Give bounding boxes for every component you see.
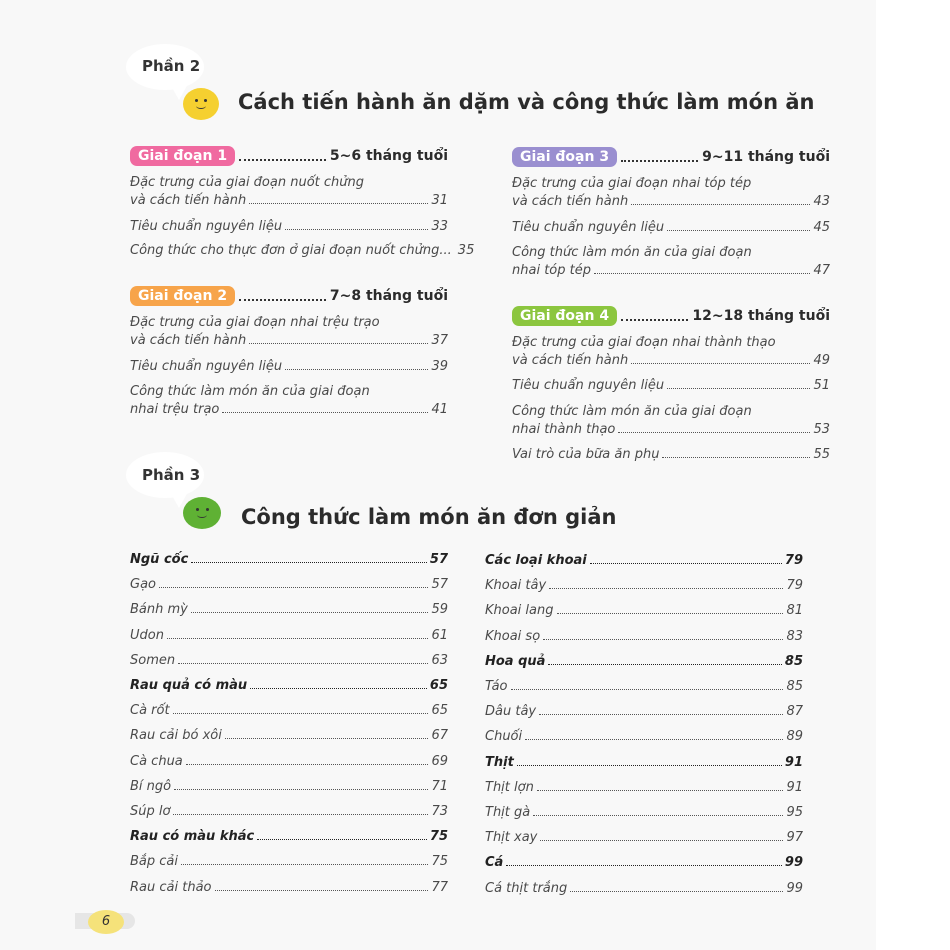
dot-leader [173, 713, 429, 714]
recipe-label: Bắp cải [130, 854, 178, 870]
toc-entry[interactable] [130, 384, 448, 417]
toc-entry-line: nhai trệu trạo [130, 402, 220, 417]
recipe-item[interactable] [485, 830, 803, 845]
recipe-label: Bánh mỳ [130, 602, 188, 618]
dot-leader [525, 739, 783, 740]
toc-entry-line: Đặc trưng của giai đoạn nhai thành thạo [512, 335, 776, 350]
stage-leader [239, 299, 326, 301]
dot-leader [506, 865, 782, 866]
recipe-item[interactable] [485, 629, 803, 644]
recipe-label: Thịt xay [485, 830, 538, 846]
recipe-category[interactable] [485, 855, 803, 870]
recipe-item[interactable] [485, 704, 803, 719]
toc-entry[interactable] [512, 245, 830, 278]
toc-entry-label: Tiêu chuẩn nguyên liệu [130, 359, 283, 374]
dot-leader [570, 891, 783, 892]
toc-entry[interactable] [130, 219, 448, 234]
dot-leader [548, 664, 781, 665]
toc-entry[interactable] [512, 335, 830, 368]
stage-badge: Giai đoạn 3 [512, 147, 617, 167]
recipe-item[interactable] [485, 805, 803, 820]
toc-entry-line: Đặc trưng của giai đoạn nuốt chửng [130, 175, 365, 190]
toc-page-number: 35 [457, 243, 475, 258]
dot-leader [631, 204, 810, 205]
recipe-page-number: 99 [786, 880, 803, 896]
recipe-category[interactable] [130, 552, 448, 567]
recipe-page-number: 57 [431, 577, 448, 593]
toc-entry[interactable] [130, 315, 448, 348]
stage-badge: Giai đoạn 2 [130, 286, 235, 306]
toc-page-number: 37 [431, 333, 448, 348]
toc-page-number: 33 [431, 219, 448, 234]
toc-entry[interactable] [512, 404, 830, 437]
recipe-page-number: 63 [431, 652, 448, 668]
toc-page-number: 49 [813, 353, 830, 368]
recipe-page-number: 65 [431, 703, 448, 719]
toc-entry-line: nhai thành thạo [512, 422, 616, 437]
recipe-page-number: 59 [431, 602, 448, 618]
recipe-page-number: 65 [429, 678, 448, 693]
recipe-label: Cá thịt trắng [485, 880, 568, 896]
recipe-label: Thịt gà [485, 805, 531, 820]
dot-leader [539, 714, 783, 715]
recipe-item[interactable] [130, 628, 448, 643]
dot-leader [549, 588, 783, 589]
recipe-label: Cà chua [130, 753, 183, 769]
stage-2-header [130, 286, 448, 306]
toc-entry-line: và cách tiến hành [512, 194, 629, 209]
recipe-label: Gạo [130, 577, 156, 593]
recipe-item[interactable] [130, 577, 448, 592]
recipe-label: Bí ngô [130, 778, 172, 794]
recipe-page-number: 75 [431, 854, 448, 870]
green-face-icon [183, 497, 221, 529]
dot-leader [662, 457, 810, 458]
dot-leader [540, 840, 783, 841]
recipe-category[interactable] [485, 553, 803, 568]
toc-page-number: 55 [813, 447, 830, 462]
recipe-item[interactable] [485, 729, 803, 744]
recipe-item[interactable] [485, 578, 803, 593]
toc-entry-label: Tiêu chuẩn nguyên liệu [130, 219, 283, 234]
recipe-item[interactable] [130, 880, 448, 895]
stage-leader [621, 319, 688, 321]
dot-leader [517, 765, 782, 766]
dot-leader [174, 789, 428, 790]
toc-entry-line: nhai tóp tép [512, 263, 591, 278]
recipe-page-number: 95 [786, 805, 803, 820]
part3-title: Công thức làm món ăn đơn giản [241, 505, 617, 529]
recipe-item[interactable] [130, 804, 448, 819]
recipe-label: Rau có màu khác [130, 829, 255, 845]
toc-page-number: 43 [813, 194, 830, 209]
dot-leader [594, 273, 810, 274]
toc-entry-line: và cách tiến hành [512, 353, 629, 368]
recipe-page-number: 73 [431, 804, 448, 819]
toc-page-number: 31 [431, 193, 448, 208]
toc-entry-line: Công thức làm món ăn của giai đoạn [130, 384, 370, 399]
stage-age: 5~6 tháng tuổi [329, 148, 448, 164]
dot-leader [557, 613, 784, 614]
recipe-page-number: 81 [786, 603, 803, 619]
recipe-item[interactable] [130, 602, 448, 617]
toc-entry[interactable] [130, 359, 448, 374]
recipe-category[interactable] [485, 755, 803, 770]
recipe-page-number: 97 [786, 830, 803, 846]
recipe-item[interactable] [130, 703, 448, 718]
toc-page-number: 51 [813, 378, 830, 393]
recipe-page-number: 79 [784, 553, 803, 568]
recipe-label: Rau quả có màu [130, 678, 248, 693]
dot-leader [667, 230, 810, 231]
recipe-label: Chuối [485, 729, 523, 745]
recipe-item[interactable] [130, 854, 448, 869]
toc-entry-line: và cách tiến hành [130, 333, 247, 348]
toc-page-number: 47 [813, 263, 830, 278]
dot-leader [257, 839, 427, 840]
dot-leader [285, 369, 428, 370]
recipe-item[interactable] [130, 754, 448, 769]
recipe-item[interactable] [485, 603, 803, 618]
dot-leader [667, 388, 810, 389]
stage-badge: Giai đoạn 1 [130, 146, 235, 166]
dot-leader [181, 864, 428, 865]
recipe-page-number: 85 [784, 653, 803, 669]
recipe-page-number: 79 [786, 578, 803, 594]
recipe-label: Súp lơ [130, 804, 171, 819]
recipe-page-number: 77 [431, 879, 448, 895]
recipe-page-number: 89 [786, 729, 803, 745]
dot-leader [167, 638, 428, 639]
recipe-category[interactable] [130, 678, 448, 693]
toc-entry-line: Đặc trưng của giai đoạn nhai tóp tép [512, 176, 752, 191]
part2-label: Phần 2 [142, 57, 201, 75]
yellow-face-icon [183, 88, 219, 120]
stage-age: 9~11 tháng tuổi [702, 149, 830, 165]
dot-leader [511, 689, 784, 690]
dot-leader [537, 790, 784, 791]
part3-label: Phần 3 [142, 466, 201, 484]
stage-leader [621, 160, 698, 162]
dot-leader [533, 815, 783, 816]
dot-leader [222, 412, 428, 413]
recipe-label: Udon [130, 627, 164, 643]
part2-title: Cách tiến hành ăn dặm và công thức làm món ăn [238, 90, 815, 114]
dot-leader [250, 688, 427, 689]
dot-leader [178, 663, 428, 664]
recipe-page-number: 71 [431, 778, 448, 794]
stage-1-header [130, 146, 448, 166]
toc-entry[interactable] [512, 176, 830, 209]
recipe-page-number: 99 [784, 855, 803, 871]
stage-leader [239, 159, 326, 161]
toc-entry[interactable] [512, 378, 830, 393]
recipe-item[interactable] [130, 653, 448, 668]
recipe-category[interactable] [485, 654, 803, 669]
stage-3-header [512, 147, 830, 167]
recipe-page-number: 83 [786, 628, 803, 644]
recipe-item[interactable] [130, 779, 448, 794]
stage-age: 12~18 tháng tuổi [692, 308, 830, 324]
toc-entry[interactable] [512, 220, 830, 235]
toc-page-number: 39 [431, 359, 448, 374]
recipe-label: Somen [130, 652, 176, 668]
dot-leader [249, 343, 428, 344]
toc-entry[interactable] [512, 447, 830, 462]
page-number: 6 [88, 910, 124, 934]
dot-leader [590, 563, 782, 564]
toc-entry[interactable] [130, 243, 475, 258]
recipe-label: Rau cải bó xôi [130, 728, 222, 744]
dot-leader [631, 363, 810, 364]
recipe-label: Dâu tây [485, 704, 537, 720]
dot-leader [215, 890, 429, 891]
recipe-label: Ngũ cốc [130, 552, 189, 567]
recipe-category[interactable] [130, 829, 448, 844]
recipe-page-number: 85 [786, 679, 803, 694]
dot-leader [186, 764, 429, 765]
toc-entry-line: Đặc trưng của giai đoạn nhai trệu trạo [130, 315, 380, 330]
recipe-label: Khoai tây [485, 578, 547, 594]
dot-leader [618, 432, 810, 433]
recipe-label: Các loại khoai [485, 553, 587, 568]
toc-entry-line: Công thức làm món ăn của giai đoạn [512, 404, 752, 419]
recipe-page-number: 91 [786, 779, 803, 795]
recipe-page-number: 57 [429, 552, 448, 567]
recipe-label: Thịt lợn [485, 779, 534, 795]
dot-leader [191, 562, 427, 563]
toc-entry-line: Công thức làm món ăn của giai đoạn [512, 245, 752, 260]
stage-4-header [512, 306, 830, 326]
recipe-label: Cá [485, 855, 504, 871]
dot-leader [249, 203, 428, 204]
recipe-page-number: 91 [784, 754, 803, 770]
toc-entry-label: Vai trò của bữa ăn phụ [512, 447, 660, 462]
dot-leader [543, 639, 783, 640]
toc-entry-label: Công thức cho thực đơn ở giai đoạn nuốt chửng... [130, 243, 452, 258]
dot-leader [159, 587, 428, 588]
toc-page-number: 45 [813, 220, 830, 235]
toc-page-number: 53 [813, 422, 830, 437]
recipe-label: Rau cải thảo [130, 879, 212, 895]
dot-leader [191, 612, 429, 613]
recipe-page-number: 69 [431, 753, 448, 769]
stage-age: 7~8 tháng tuổi [329, 288, 448, 304]
recipe-item[interactable] [130, 728, 448, 743]
recipe-label: Cà rốt [130, 703, 170, 719]
dot-leader [285, 229, 428, 230]
recipe-item[interactable] [485, 881, 803, 896]
recipe-label: Khoai lang [485, 603, 554, 619]
recipe-page-number: 67 [431, 728, 448, 744]
recipe-label: Thịt [485, 754, 514, 770]
toc-entry-label: Tiêu chuẩn nguyên liệu [512, 220, 665, 235]
toc-entry[interactable] [130, 175, 448, 208]
recipe-item[interactable] [485, 780, 803, 795]
dot-leader [173, 814, 428, 815]
recipe-label: Táo [485, 679, 508, 694]
recipe-page-number: 87 [786, 704, 803, 720]
toc-entry-label: Tiêu chuẩn nguyên liệu [512, 378, 665, 393]
recipe-page-number: 75 [429, 829, 448, 845]
recipe-page-number: 61 [431, 627, 448, 643]
toc-page-number: 41 [431, 402, 448, 417]
recipe-label: Khoai sọ [485, 628, 541, 644]
recipe-label: Hoa quả [485, 653, 546, 669]
toc-entry-line: và cách tiến hành [130, 193, 247, 208]
recipe-item[interactable] [485, 679, 803, 694]
dot-leader [225, 738, 429, 739]
stage-badge: Giai đoạn 4 [512, 306, 617, 326]
